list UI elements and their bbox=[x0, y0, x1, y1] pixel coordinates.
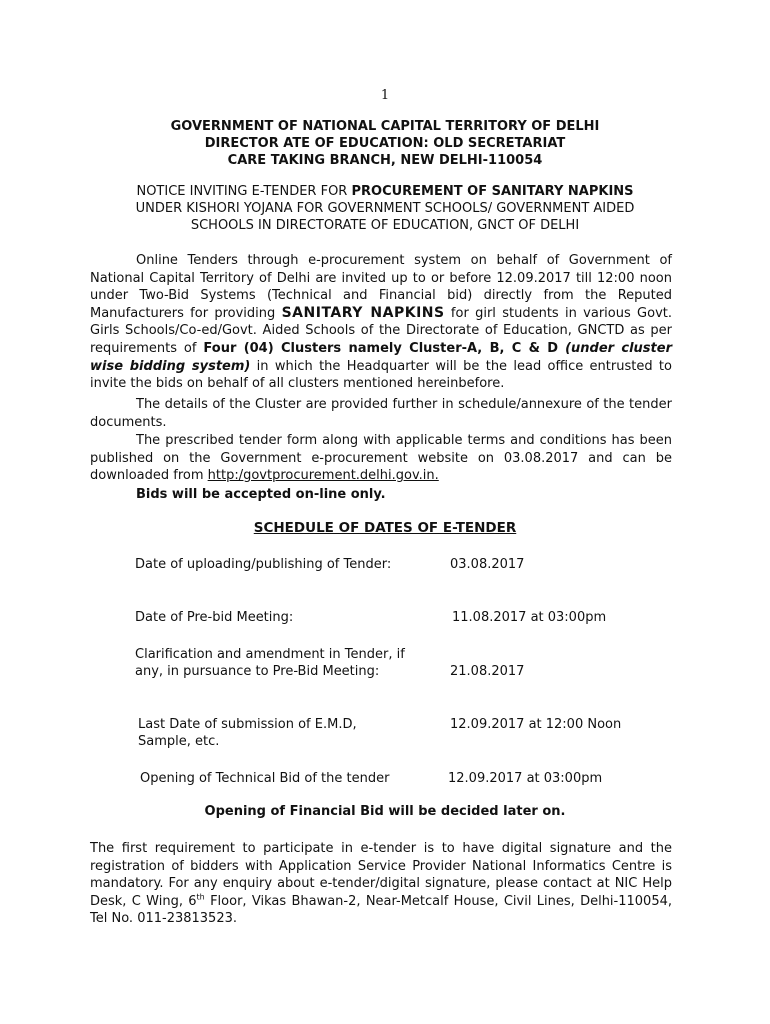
notice-line-2: UNDER KISHORI YOJANA FOR GOVERNMENT SCHOOLS/ GOVERNMENT AIDED bbox=[135, 201, 635, 216]
paragraph-cluster-details: The details of the Cluster are provided further in schedule/annexure of the tender documents. bbox=[90, 397, 672, 430]
paragraph-bids-online: Bids will be accepted on-line only. bbox=[136, 487, 386, 502]
notice-line-1: NOTICE INVITING E-TENDER FOR PROCUREMENT OF SANITARY NAPKINS bbox=[136, 184, 634, 199]
bidding-system-note: (under cluster wise bidding system) bbox=[90, 340, 672, 374]
procurement-website-link[interactable]: http:/govtprocurement.delhi.gov.in. bbox=[207, 468, 439, 484]
schedule-value-prebid: 11.08.2017 at 03:00pm bbox=[452, 610, 607, 625]
clusters-text: Four (04) Clusters namely Cluster-A, B, C & D bbox=[203, 340, 559, 356]
notice-title bbox=[90, 183, 680, 234]
header-line-1: GOVERNMENT OF NATIONAL CAPITAL TERRITORY OF DELHI bbox=[170, 119, 600, 134]
schedule-title: SCHEDULE OF DATES OF E-TENDER bbox=[253, 520, 517, 536]
schedule-value-clarification: 21.08.2017 bbox=[450, 664, 525, 679]
schedule-label-upload: Date of uploading/publishing of Tender: bbox=[135, 557, 392, 572]
page-number: 1 bbox=[380, 88, 390, 103]
notice-line-3: SCHOOLS IN DIRECTORATE OF EDUCATION, GNCT OF DELHI bbox=[190, 218, 580, 233]
paragraph-digital-signature: The first requirement to participate in e-tender is to have digital signature and the registration of bidders with Application Service Provider National Informatics Centre is mandatory. For any enquiry about e-tender/digital signature, please contact at NIC Help Desk, C Wing, 6th Floor, Vikas Bhawan-2, Near-Metcalf House, Civil Lines, Delhi-110054, Tel No. 011-23813523. bbox=[90, 841, 672, 927]
financial-bid-note: Opening of Financial Bid will be decided later on. bbox=[204, 804, 566, 819]
schedule-label-emd: Last Date of submission of E.M.D, Sample, etc. bbox=[138, 717, 357, 749]
paragraph-tender-form: The prescribed tender form along with applicable terms and conditions has been published on the Government e-procurement website on 03.08.2017 and can be downloaded from http:/govtprocurement.delhi.gov.in. bbox=[90, 433, 672, 484]
product-name: SANITARY NAPKINS bbox=[281, 304, 445, 321]
header-line-3: CARE TAKING BRANCH, NEW DELHI-110054 bbox=[227, 153, 543, 168]
notice-product: PROCUREMENT OF SANITARY NAPKINS bbox=[351, 184, 634, 199]
schedule-label-technical-bid: Opening of Technical Bid of the tender bbox=[140, 771, 390, 786]
document-header bbox=[90, 118, 680, 169]
schedule-value-upload: 03.08.2017 bbox=[450, 557, 525, 572]
paragraph-intro: Online Tenders through e-procurement system on behalf of Government of National Capital Territory of Delhi are invited up to or before 12.09.2017 till 12:00 noon under Two-Bid Systems (Technical and Financial bid) directly from the Reputed Manufacturers for providing SANITARY NAPKINS for girl students in various Govt. Girls Schools/Co-ed/Govt. Aided Schools of the Directorate of Education, GNCTD as per requirements of Four (04) Clusters namely Cluster-A, B, C & D (under cluster wise bidding system) in which the Headquarter will be the lead office entrusted to invite the bids on behalf of all clusters mentioned hereinbefore. bbox=[90, 253, 673, 392]
schedule-value-emd: 12.09.2017 at 12:00 Noon bbox=[450, 717, 622, 732]
schedule-label-prebid: Date of Pre-bid Meeting: bbox=[135, 610, 294, 625]
header-line-2: DIRECTOR ATE OF EDUCATION: OLD SECRETARIAT bbox=[204, 136, 566, 151]
schedule-label-clarification: Clarification and amendment in Tender, if any, in pursuance to Pre-Bid Meeting: bbox=[135, 647, 405, 679]
schedule-value-technical-bid: 12.09.2017 at 03:00pm bbox=[448, 771, 603, 786]
